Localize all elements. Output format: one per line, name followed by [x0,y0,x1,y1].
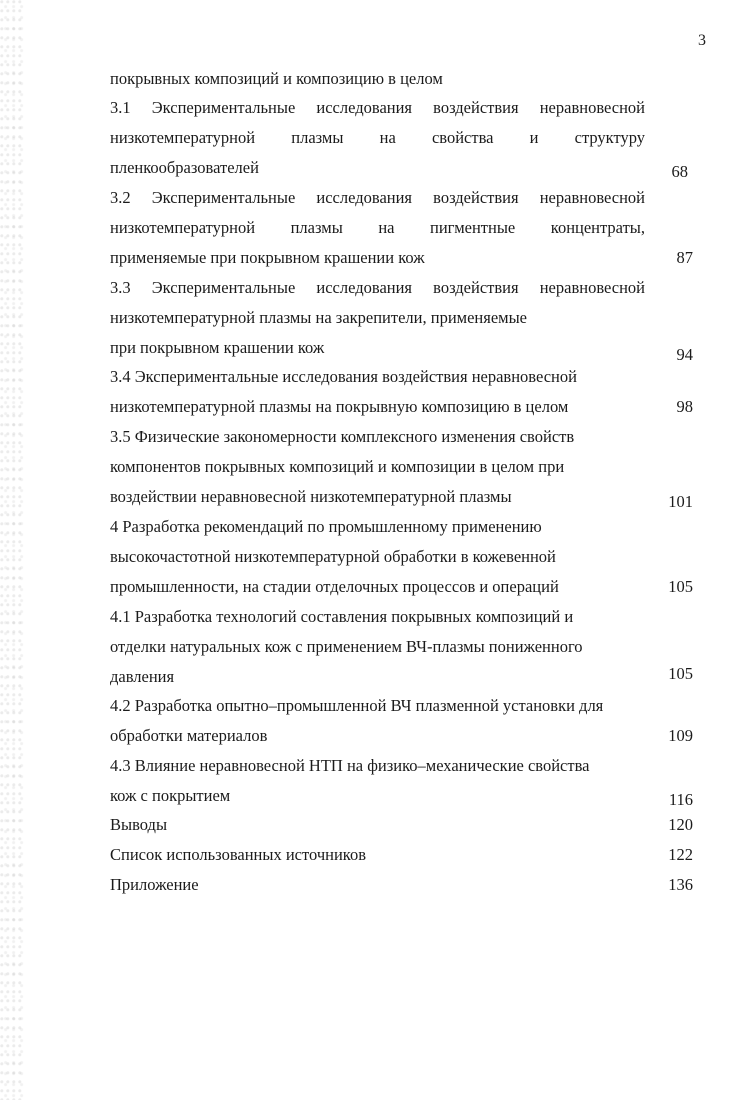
entry-3-3-line: низкотемпературной плазмы на закрепители, применяемые [110,308,528,327]
entry-4-2-line: обработки материалов [110,726,268,745]
entry-4-line: высокочастотной низкотемпературной обработки в кожевенной [110,547,556,566]
word: неравновесной [539,98,645,117]
word: неравновесной [539,278,645,297]
entry-4-3-line: кож с покрытием [110,786,231,805]
entry-4-2-line: 4.2 Разработка опытно–промышленной ВЧ плазменной установки для [110,696,604,715]
word: воздействия [433,278,519,297]
word: Экспериментальные [151,98,296,117]
entry-4-1-line: отделки натуральных кож с применением ВЧ-плазмы пониженного [110,637,583,656]
scan-edge-noise [0,0,24,1100]
word: 3.1 [110,98,131,117]
entry-conclusions-page-number: 120 [668,815,693,834]
word: исследования [316,278,413,297]
entry-4-line: 4 Разработка рекомендаций по промышленному применению [110,517,542,536]
word: 3.2 [110,188,131,207]
entry-appendix-page-number: 136 [668,875,693,894]
entry-3-2-line: применяемые при покрывном крашении кож [110,248,425,267]
entry-4-1-page-number: 105 [668,664,693,683]
entry-3-4-line: 3.4 Экспериментальные исследования воздействия неравновесной [110,367,577,386]
entry-3-1-line: пленкообразователей [110,158,259,177]
entry-3-2-line [110,188,645,208]
entry-3-3-page-number: 94 [676,345,693,364]
word: Экспериментальные [151,278,296,297]
entry-references-page-number: 122 [668,845,693,864]
word: 3.3 [110,278,131,297]
entry-3-2-page-number: 87 [676,248,693,267]
entry-3-5-line: 3.5 Физические закономерности комплексного изменения свойств [110,427,575,446]
word: и [529,128,539,147]
entry-3-5-line: воздействии неравновесной низкотемпературной плазмы [110,487,512,506]
word: плазмы [290,218,343,237]
word: исследования [316,98,413,117]
entry-3-3-line: при покрывном крашении кож [110,338,325,357]
entry-appendix-line: Приложение [110,875,199,894]
entry-4-3-line: 4.3 Влияние неравновесной НТП на физико–механические свойства [110,756,590,775]
word: низкотемпературной [110,218,256,237]
word: концентраты, [550,218,645,237]
entry-4-2-page-number: 109 [668,726,693,745]
word: на [378,218,395,237]
entry-3-4-page-number: 98 [676,397,693,416]
entry-3-5-line: компонентов покрывных композиций и композиции в целом при [110,457,565,476]
entry-3-3-line [110,278,645,298]
entry-3-4-line: низкотемпературной плазмы на покрывную композицию в целом [110,397,569,416]
entry-conclusions-line: Выводы [110,815,168,834]
entry-4-3-page-number: 116 [668,790,693,809]
word: пигментные [429,218,516,237]
entry-4-1-line: давления [110,667,175,686]
entry-4-line: промышленности, на стадии отделочных процессов и операций [110,577,559,596]
entry-3-2-line [110,218,645,238]
word: низкотемпературной [110,128,256,147]
page-number: 3 [698,32,706,49]
entry-references-line: Список использованных источников [110,845,366,864]
word: воздействия [433,188,519,207]
word: неравновесной [539,188,645,207]
entry-3-1-page-number: 68 [671,162,688,181]
entry-3-1-line [110,128,645,148]
entry-4-page-number: 105 [668,577,693,596]
word: Экспериментальные [151,188,296,207]
entry-continued-line: покрывных композиций и композицию в целом [110,69,443,88]
word: исследования [316,188,413,207]
word: на [379,128,396,147]
word: плазмы [291,128,344,147]
entry-3-5-page-number: 101 [668,492,693,511]
word: свойства [431,128,494,147]
entry-4-1-line: 4.1 Разработка технологий составления покрывных композиций и [110,607,574,626]
entry-3-1-line [110,98,645,118]
word: воздействия [433,98,519,117]
word: структуру [574,128,645,147]
